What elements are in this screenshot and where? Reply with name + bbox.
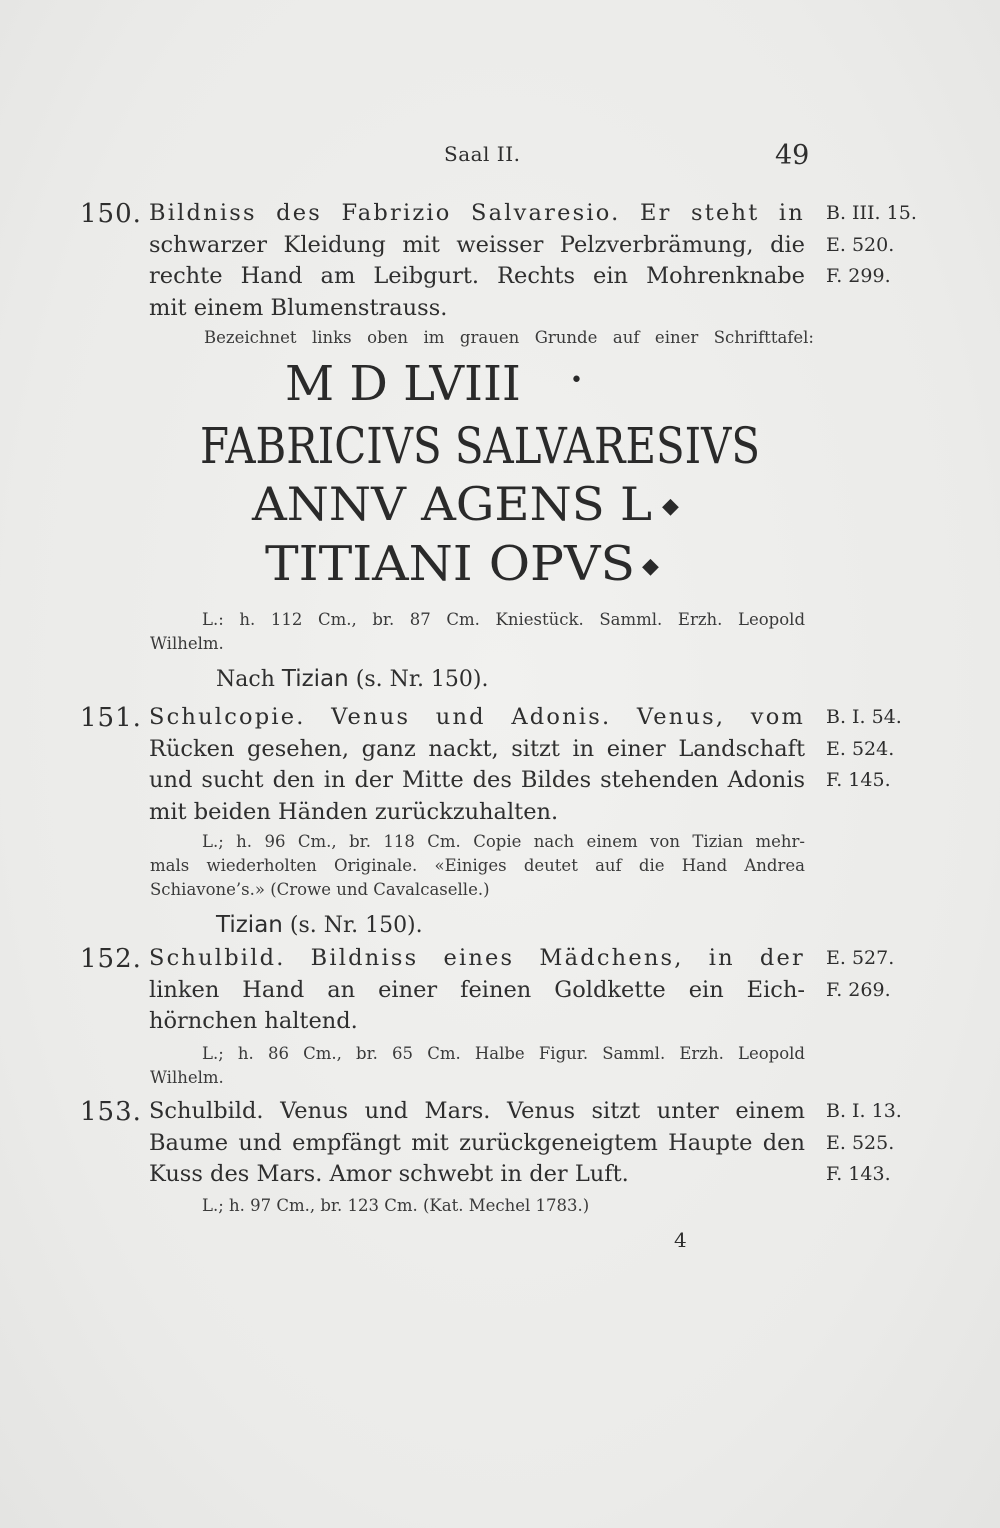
entry-note-150: L.: h. 112 Cm., br. 87 Cm. Kniestück. Samml. Erzh. Leopold Wilhelm. [150,610,805,653]
entry-number: 150. [80,199,142,229]
entry-references [826,1096,902,1191]
description-line: Schulcopie. Venus und Adonis. Venus, vom [149,704,805,730]
reference: B. I. 13. [826,1100,902,1122]
entry-number: 153. [80,1097,142,1127]
entry-references [826,198,917,293]
reference: E. 520. [826,233,895,256]
reference: F. 145. [826,769,891,791]
entry-number: 152. [80,944,142,974]
artist-name: Tizian [216,912,283,938]
reference: F. 143. [826,1163,891,1185]
inscription-dot: ◆ [662,494,679,519]
description-line: Baume und empfängt mit zurückgeneigtem Haupte den [149,1129,805,1156]
description-line: Schulbild. Venus und Mars. Venus sitzt unter einem [149,1098,805,1124]
inscription-line: TITIANI OPVS [265,536,635,592]
attribution-151: Tizian (s. Nr. 150). [216,912,423,938]
entry-description [149,702,805,828]
inscription-dot: • [570,368,583,393]
description-line: schwarzer Kleidung mit weisser Pelzverbrämung, die [149,231,805,258]
artist-name: Tizian [281,666,349,692]
description-line: rechte Hand am Leibgurt. Rechts ein Mohrenknabe [149,263,805,289]
entry-description [149,943,805,1038]
entry-references [826,943,894,1006]
description-line: hörnchen haltend. [149,1008,358,1034]
description-line: linken Hand an einer feinen Goldkette ein Eich- [149,976,805,1003]
description-line: Rücken gesehen, ganz nackt, sitzt in einer Landschaft [149,735,805,762]
entry-note-151: L.; h. 96 Cm., br. 118 Cm. Copie nach einem von Tizian mehr- mals wiederholten Originale. «Einiges deutet auf die Hand Andrea Schiavone’s.» (Crowe und Cavalcaselle.) [150,832,805,899]
description-line: mit einem Blumenstrauss. [149,294,448,321]
reference: B. III. 15. [826,202,917,224]
description-line: und sucht den in der Mitte des Bildes stehenden Adonis [149,767,805,793]
inscription-line: ANNV AGENS L [250,477,652,531]
inscription-line: FABRICIVS SALVARESIVS [200,417,760,475]
entry-references [826,702,902,797]
description-line: Schulbild. Bildniss eines Mädchens, in der [149,945,805,971]
reference: F. 299. [826,265,891,287]
inscription-dot: ◆ [642,554,659,579]
entry-note-153: L.; h. 97 Cm., br. 123 Cm. (Kat. Mechel 1783.) [202,1196,590,1215]
entry-description [149,1096,805,1191]
inscription-illustration [190,355,790,595]
attribution-150: Nach Tizian (s. Nr. 150). [216,666,489,692]
reference: E. 527. [826,947,895,969]
description-line: mit beiden Händen zurückzuhalten. [149,798,559,825]
entry-note-152: L.; h. 86 Cm., br. 65 Cm. Halbe Figur. Samml. Erzh. Leopold Wilhelm. [150,1044,805,1087]
reference: E. 524. [826,737,895,760]
signature-mark: 4 [674,1228,687,1252]
inscription-line: M D LVIII [285,356,521,412]
reference: B. I. 54. [826,706,902,728]
page-number: 49 [775,140,810,171]
reference: F. 269. [826,978,891,1001]
reference: E. 525. [826,1131,895,1154]
description-line: Kuss des Mars. Amor schwebt in der Luft. [149,1161,629,1187]
description-line: Bildniss des Fabrizio Salvaresio. Er steht in [149,200,805,226]
running-header: Saal II. [444,142,521,166]
entry-number: 151. [80,703,142,733]
entry-description [149,198,805,324]
inscription-intro: Bezeichnet links oben im grauen Grunde auf einer Schrifttafel: [204,328,814,347]
